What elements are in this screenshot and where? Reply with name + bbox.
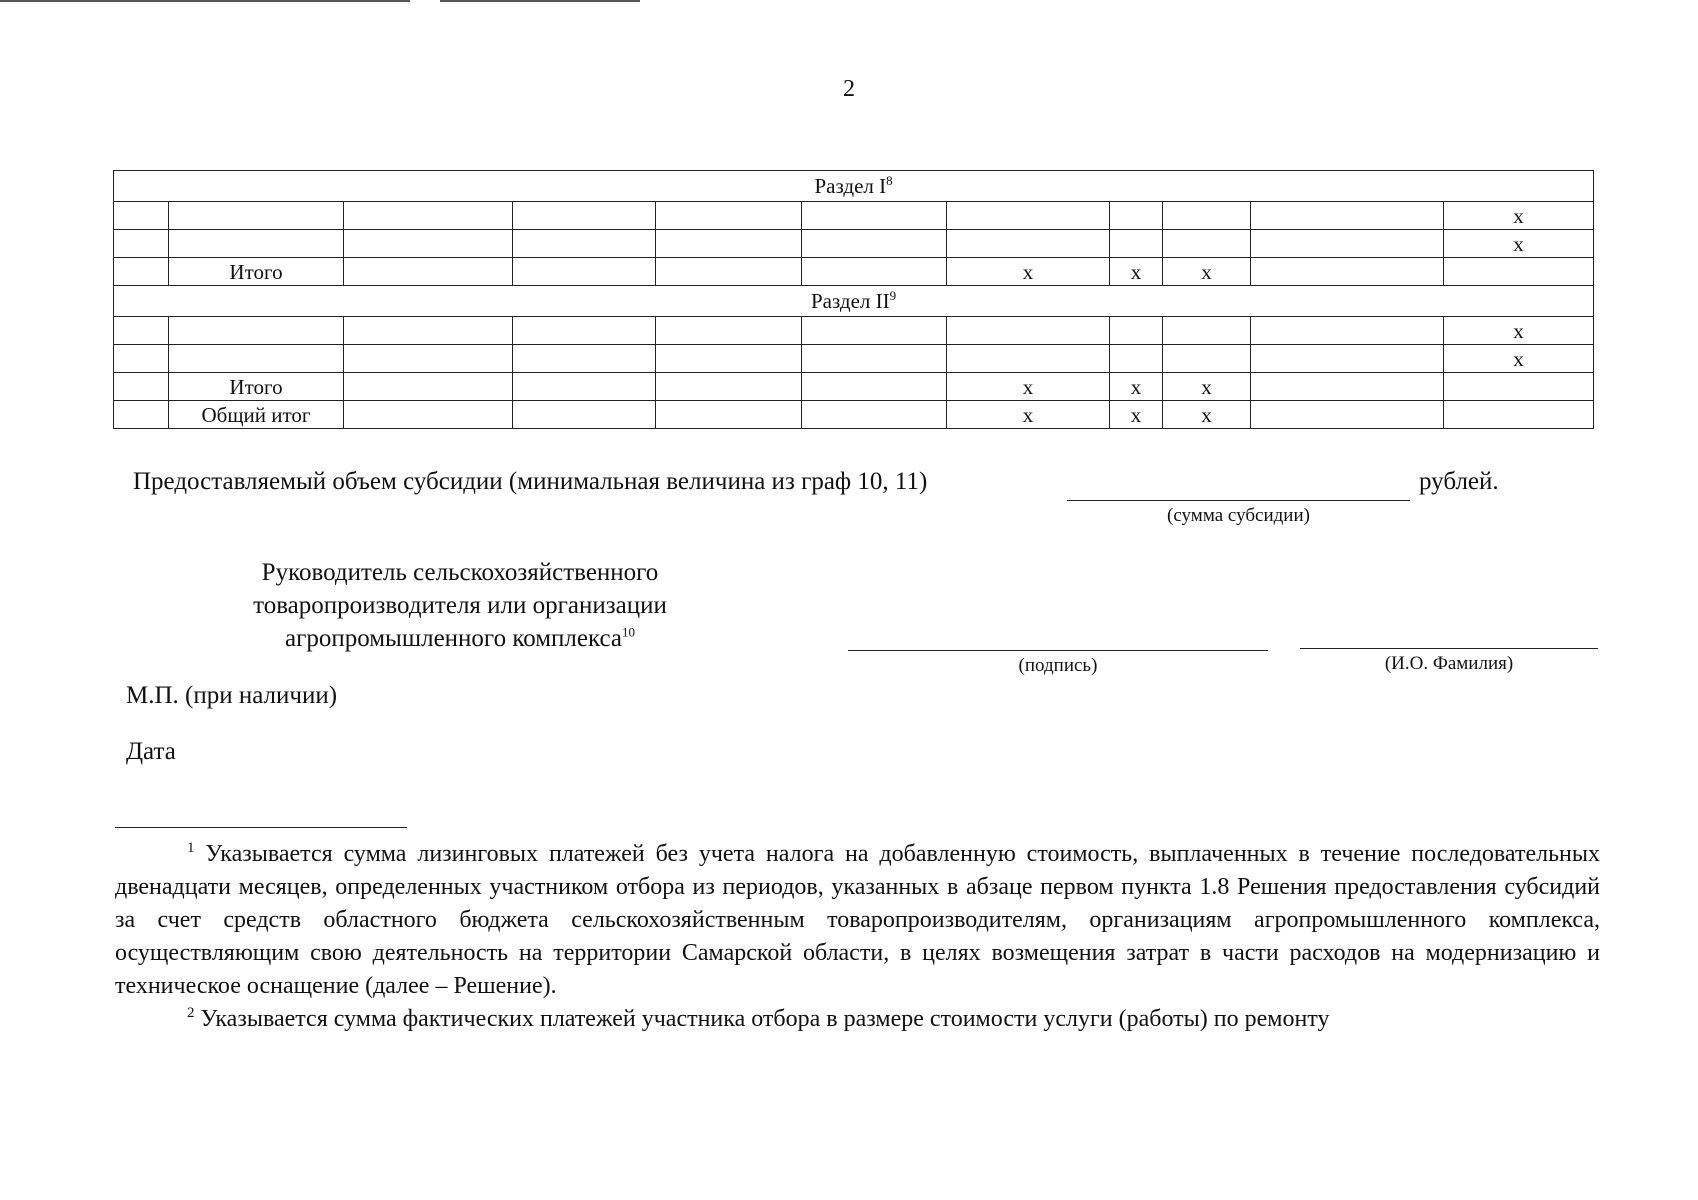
table-row [114, 317, 1594, 345]
cell-mark: x [1444, 317, 1594, 345]
subsidy-unit: рублей. [1419, 468, 1499, 495]
footnote-separator [115, 827, 407, 828]
cell-mark: x [1110, 258, 1163, 286]
subsidy-table [113, 170, 1594, 429]
cell-mark: x [947, 258, 1110, 286]
signature-field[interactable] [848, 650, 1268, 651]
subsidy-amount-field[interactable] [1067, 500, 1410, 501]
section-2-title: Раздел $II^9$ [114, 286, 1594, 317]
date-label: Дата [126, 738, 176, 765]
total-label: Итого [169, 373, 344, 401]
cell-mark: x [947, 401, 1110, 429]
footnotes [115, 838, 1600, 1036]
scan-edge-line-left [0, 0, 410, 2]
grand-total-row [114, 401, 1594, 429]
cell-mark: x [1110, 401, 1163, 429]
table-row [114, 345, 1594, 373]
footnote-2: $^2$ Указывается сумма фактических платежей участника отбора в размере стоимости услуги (работы) по ремонту [187, 1005, 1330, 1032]
cell-mark: x [1163, 258, 1251, 286]
grand-total-label: Общий итог [169, 401, 344, 429]
head-title: Руководитель сельскохозяйственного товаропроизводителя или организации агропромышленного комплекса$^{10}$ [253, 559, 667, 652]
section-1-header-row [114, 171, 1594, 202]
subsidy-amount-text: Предоставляемый объем субсидии (минимальная величина из граф 10, 11) [133, 468, 928, 495]
cell-mark: x [1444, 230, 1594, 258]
cell-mark: x [1163, 373, 1251, 401]
footnote-1: $^1$ Указывается сумма лизинговых платежей без учета налога на добавленную стоимость, выплаченных в течение последовательных двенадцати месяцев, определенных участником отбора из периодов, указанных в абзаце первом пункта 1.8 Решения предоставления субсидий за счет средств областного бюджета сельскохозяйственным товаропроизводителям, организациям агропромышленного комплекса, осуществляющим свою деятельность на территории Самарской области, в целях возмещения затрат в части расходов на модернизацию и техническое оснащение (далее – Решение). [115, 840, 1600, 999]
total-label: Итого [169, 258, 344, 286]
page-number: 2 [843, 76, 855, 102]
section-1-title: Раздел $I^8$ [114, 171, 1594, 202]
section-2-total-row [114, 373, 1594, 401]
scan-edge-line-right [440, 0, 640, 2]
section-2-header-row [114, 286, 1594, 317]
cell-mark: x [1110, 373, 1163, 401]
cell-mark: x [1444, 345, 1594, 373]
subsidy-amount-caption: (сумма субсидии) [1167, 505, 1310, 526]
stamp-label: М.П. (при наличии) [126, 682, 338, 709]
name-field[interactable] [1300, 648, 1598, 649]
cell-mark: x [1444, 202, 1594, 230]
cell-mark: x [1163, 401, 1251, 429]
table-row [114, 230, 1594, 258]
table-row [114, 202, 1594, 230]
section-1-total-row [114, 258, 1594, 286]
signature-caption: (подпись) [1018, 655, 1098, 676]
name-caption: (И.О. Фамилия) [1384, 653, 1514, 674]
cell-mark: x [947, 373, 1110, 401]
